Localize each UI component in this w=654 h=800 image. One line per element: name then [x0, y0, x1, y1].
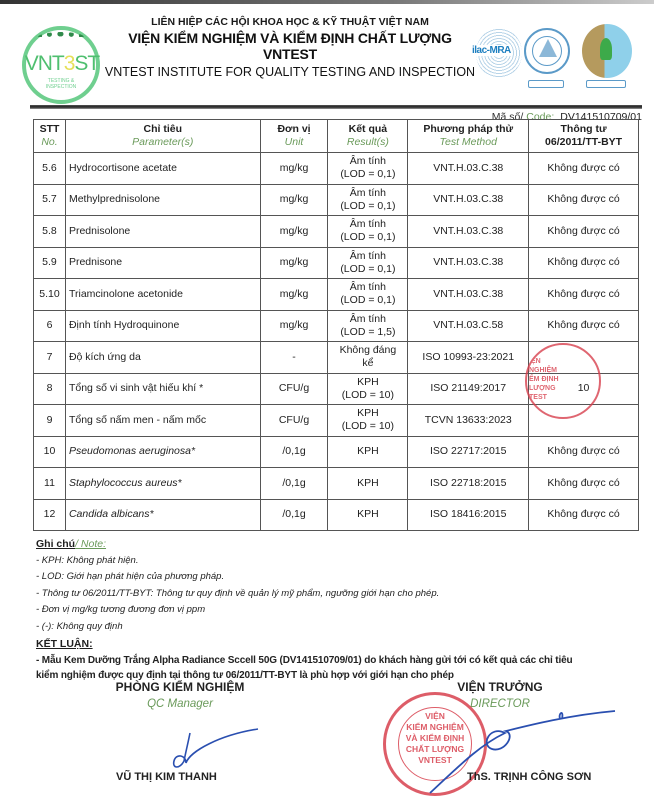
- result-detail: (LOD = 0,1): [340, 262, 396, 275]
- parameter-cell: Triamcinolone acetonide: [65, 279, 260, 311]
- result-detail: kể: [362, 357, 374, 370]
- unit-cell: mg/kg: [260, 279, 328, 311]
- table-row: [34, 247, 639, 279]
- result-value: Âm tính: [349, 218, 386, 231]
- method-cell: VNT.H.03.C.38: [408, 153, 529, 185]
- parameter-cell: Độ kích ứng da: [65, 342, 260, 374]
- accreditation-logo-icon: [524, 28, 570, 74]
- stt-cell: 5.10: [34, 279, 66, 311]
- institute-name-vi: VIỆN KIỂM NGHIỆM VÀ KIỂM ĐỊNH CHẤT LƯỢNG VNTEST: [128, 30, 452, 62]
- institute-title-block: [100, 16, 480, 79]
- stt-cell: 5.6: [34, 153, 66, 185]
- result-value: Âm tính: [349, 155, 386, 168]
- stamp-line: IỆN: [529, 358, 541, 365]
- code-label-vi: Mã số/: [491, 111, 524, 123]
- stt-cell: 5.9: [34, 247, 66, 279]
- result-detail: (LOD = 10): [341, 420, 394, 433]
- result-cell: [328, 468, 408, 500]
- parameter-cell: Định tính Hydroquinone: [65, 310, 260, 342]
- header-parameter: Chỉ tiêu Parameter(s): [65, 120, 260, 153]
- gear-icon: [38, 32, 84, 42]
- unit-cell: mg/kg: [260, 247, 328, 279]
- method-cell: TCVN 13633:2023: [408, 405, 529, 437]
- parameter-cell: Tổng số vi sinh vật hiếu khí *: [65, 373, 260, 405]
- result-cell: [328, 405, 408, 437]
- result-cell: [328, 279, 408, 311]
- header-unit: Đơn vị Unit: [260, 120, 328, 153]
- qc-manager-signature-block: [60, 680, 300, 710]
- unit-cell: /0,1g: [260, 436, 328, 468]
- ilac-text: ilac-MRA: [472, 45, 511, 56]
- logo-wordmark: [24, 52, 100, 76]
- unit-cell: -: [260, 342, 328, 374]
- conclusion-text-line1: - Mẫu Kem Dưỡng Trắng Alpha Radiance Sccell 50G (DV141510709/01) do khách hàng gửi tới có kết quả các chỉ tiêu: [36, 654, 573, 666]
- table-row: [34, 216, 639, 248]
- parameter-cell: Prednisone: [65, 247, 260, 279]
- result-cell: [328, 373, 408, 405]
- unit-cell: /0,1g: [260, 468, 328, 500]
- result-detail: (LOD = 0,1): [340, 231, 396, 244]
- method-cell: ISO 10993-23:2021: [408, 342, 529, 374]
- certification-badge: [586, 80, 626, 88]
- unit-cell: mg/kg: [260, 216, 328, 248]
- parameter-cell: Prednisolone: [65, 216, 260, 248]
- unit-cell: CFU/g: [260, 373, 328, 405]
- accreditation-triangle: [539, 39, 557, 57]
- ilac-mra-logo-icon: [472, 28, 522, 78]
- header-regulation: Thông tư 06/2011/TT-BYT: [529, 120, 639, 153]
- result-cell: [328, 342, 408, 374]
- regulation-cell: Không được có: [529, 216, 639, 248]
- header-method: Phương pháp thử Test Method: [408, 120, 529, 153]
- parameter-cell: Pseudomonas aeruginosa*: [65, 436, 260, 468]
- note-item: - (-): Không quy định: [36, 620, 123, 632]
- note-item: - Đơn vị mg/kg tương đương đơn vị ppm: [36, 604, 206, 615]
- method-cell: VNT.H.03.C.38: [408, 216, 529, 248]
- director-role-vi: VIỆN TRƯỞNG: [457, 680, 543, 694]
- parameter-cell: Candida albicans*: [65, 499, 260, 531]
- result-cell: [328, 216, 408, 248]
- table-row: [34, 279, 639, 311]
- table-row: [34, 153, 639, 185]
- unit-cell: mg/kg: [260, 153, 328, 185]
- stamp-line: TEST: [529, 394, 547, 401]
- stamp-line: CHẤT LƯỢNG: [405, 744, 465, 754]
- conclusion-title: KẾT LUẬN:: [36, 638, 93, 650]
- parameter-cell: Hydrocortisone acetate: [65, 153, 260, 185]
- logo-text-a: VNT: [24, 52, 64, 75]
- method-cell: VNT.H.03.C.38: [408, 279, 529, 311]
- table-row: [34, 184, 639, 216]
- result-cell: [328, 247, 408, 279]
- red-stamp-small: [525, 343, 601, 419]
- accreditation-badge: [528, 80, 564, 88]
- notes-title: Ghi chú/ Note:: [36, 538, 107, 550]
- director-role-en: DIRECTOR: [470, 698, 530, 710]
- result-value: KPH: [357, 445, 379, 458]
- result-detail: (LOD = 0,1): [340, 168, 396, 181]
- regulation-cell: 10: [529, 373, 639, 405]
- director-name: ThS. TRỊNH CÔNG SƠN: [467, 771, 592, 783]
- stamp-line: KIỂM NGHIỆM: [406, 722, 464, 732]
- table-row: [34, 436, 639, 468]
- code-label-en: Code:: [523, 111, 555, 123]
- result-value: Âm tính: [349, 186, 386, 199]
- unit-cell: /0,1g: [260, 499, 328, 531]
- logo-text-b: 3: [63, 52, 75, 75]
- parameter-cell: Staphylococcus aureus*: [65, 468, 260, 500]
- table-header-row: [34, 120, 639, 153]
- parent-organization: LIÊN HIỆP CÁC HỘI KHOA HỌC & KỸ THUẬT VIỆT NAM: [151, 16, 429, 28]
- method-cell: ISO 18416:2015: [408, 499, 529, 531]
- stt-cell: 12: [34, 499, 66, 531]
- method-cell: ISO 22718:2015: [408, 468, 529, 500]
- stamp-line: LƯỢNG: [529, 385, 556, 392]
- code-value: DV141510709/01: [560, 111, 642, 123]
- stamp-line: VIỆN: [425, 711, 445, 721]
- stamp-small-text: [529, 357, 579, 402]
- result-detail: (LOD = 0,1): [340, 294, 396, 307]
- method-cell: VNT.H.03.C.58: [408, 310, 529, 342]
- parameter-cell: Methylprednisolone: [65, 184, 260, 216]
- regulation-cell: Không được có: [529, 184, 639, 216]
- regulation-cell: Không được có: [529, 247, 639, 279]
- result-detail: (LOD = 1,5): [340, 325, 396, 338]
- result-value: Âm tính: [349, 312, 386, 325]
- result-cell: [328, 310, 408, 342]
- stt-cell: 11: [34, 468, 66, 500]
- result-value: Âm tính: [349, 249, 386, 262]
- qc-signature-icon: [150, 725, 260, 775]
- regulation-cell: Không được có: [529, 279, 639, 311]
- unit-cell: mg/kg: [260, 184, 328, 216]
- result-value: KPH: [357, 375, 379, 388]
- logo-ring-text: TESTING & INSPECTION: [45, 78, 77, 90]
- stamp-line: ỂM ĐỊNH: [529, 376, 559, 383]
- stt-cell: 8: [34, 373, 66, 405]
- method-cell: VNT.H.03.C.38: [408, 247, 529, 279]
- top-edge-band: [0, 0, 654, 4]
- table-row: [34, 310, 639, 342]
- parameter-cell: Tổng số nấm men - nấm mốc: [65, 405, 260, 437]
- institute-name-en: VNTEST INSTITUTE FOR QUALITY TESTING AND INSPECTION: [104, 65, 476, 79]
- result-value: Không đáng: [339, 344, 397, 357]
- table-row: [34, 499, 639, 531]
- result-cell: [328, 153, 408, 185]
- stt-cell: 5.7: [34, 184, 66, 216]
- stamp-line: VNTEST: [418, 755, 452, 765]
- note-item: - LOD: Giới hạn phát hiện của phương pháp.: [36, 571, 225, 582]
- result-detail: (LOD = 0,1): [340, 199, 396, 212]
- letterhead: [0, 10, 654, 100]
- method-cell: VNT.H.03.C.38: [408, 184, 529, 216]
- unit-cell: CFU/g: [260, 405, 328, 437]
- vntest-logo-icon: [22, 26, 100, 104]
- method-cell: ISO 21149:2017: [408, 373, 529, 405]
- result-cell: [328, 436, 408, 468]
- certification-logo-icon: [582, 24, 632, 78]
- stt-cell: 7: [34, 342, 66, 374]
- note-item: - KPH: Không phát hiện.: [36, 554, 139, 566]
- qc-role-en: QC Manager: [147, 698, 213, 710]
- result-value: KPH: [357, 508, 379, 521]
- method-cell: ISO 22717:2015: [408, 436, 529, 468]
- notes-section: [36, 536, 636, 683]
- stamp-line: VÀ KIỂM ĐỊNH: [405, 733, 465, 743]
- regulation-cell: Không được có: [529, 310, 639, 342]
- regulation-cell: Không được có: [529, 468, 639, 500]
- stt-cell: 5.8: [34, 216, 66, 248]
- header-result: Kết quả Result(s): [328, 120, 408, 153]
- logo-text-c: ST: [74, 52, 100, 75]
- regulation-cell: Không được có: [529, 499, 639, 531]
- stamp-line: NGHIỆM: [529, 367, 557, 374]
- table-row: [34, 468, 639, 500]
- regulation-cell: Không được có: [529, 153, 639, 185]
- header-divider: [30, 105, 642, 109]
- unit-cell: mg/kg: [260, 310, 328, 342]
- result-value: Âm tính: [349, 281, 386, 294]
- result-value: KPH: [357, 476, 379, 489]
- qc-role-vi: PHÒNG KIỂM NGHIỆM: [115, 680, 245, 694]
- qc-manager-name: VŨ THỊ KIM THANH: [116, 771, 217, 783]
- header-stt: STT No.: [34, 120, 66, 153]
- stt-cell: 10: [34, 436, 66, 468]
- regulation-cell: Không được có: [529, 436, 639, 468]
- result-cell: [328, 499, 408, 531]
- result-value: KPH: [357, 407, 379, 420]
- stt-cell: 6: [34, 310, 66, 342]
- conclusion-text-line2: kiểm nghiệm được quy định tại thông tư 06/2011/TT-BYT là phù hợp với giới hạn cho phép: [36, 669, 454, 681]
- note-item: - Thông tư 06/2011/TT-BYT: Thông tư quy định về quản lý mỹ phẩm, ngưỡng giới hạn cho phép.: [36, 587, 440, 599]
- results-table: [33, 119, 639, 531]
- result-detail: (LOD = 10): [341, 388, 394, 401]
- result-cell: [328, 184, 408, 216]
- stt-cell: 9: [34, 405, 66, 437]
